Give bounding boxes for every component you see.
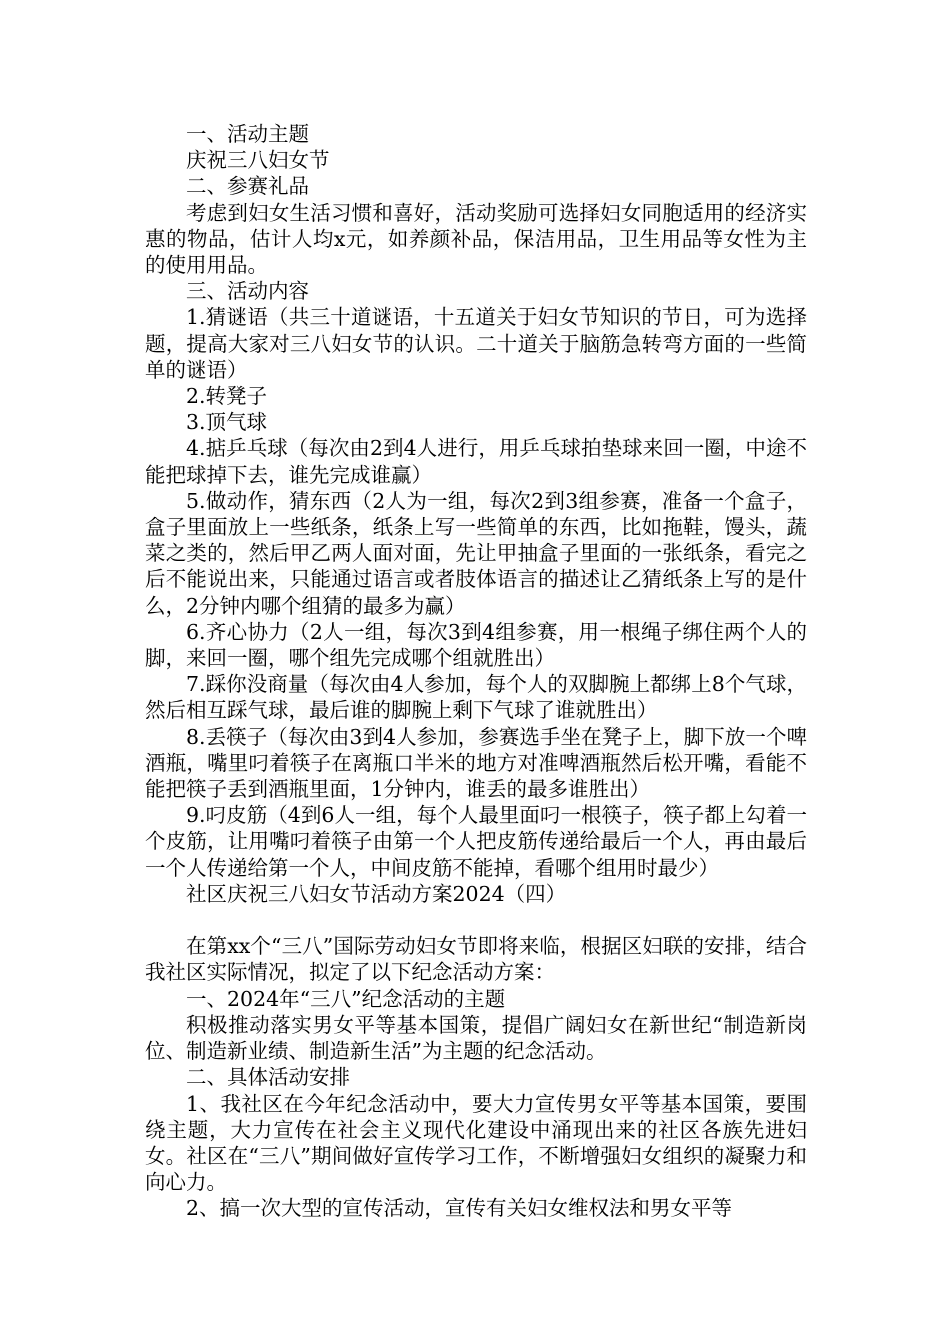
list-item-charades: 5.做动作，猜东西（2人为一组，每次2到3组参赛，准备一个盒子，盒子里面放上一些纸条，纸条上写一些简单的东西，比如拖鞋，馒头，蔬菜之类的，然后甲乙两人面对面，先让甲抽盒子里面的一张纸条，看完之后不能说出来，只能通过语言或者肢体语言的描述让乙猜纸条上写的是什么，2分钟内哪个组猜的最多为赢） xyxy=(145,488,807,618)
list-item-ping-pong: 4.掂乒乓球（每次由2到4人进行，用乒乓球拍垫球来回一圈，中途不能把球掉下去，谁先完成谁赢） xyxy=(145,436,807,487)
list-item-three-legged: 6.齐心协力（2人一组，每次3到4组参赛，用一根绳子绑住两个人的脚，来回一圈，哪个组先完成哪个组就胜出） xyxy=(145,619,807,671)
heading-activity-theme: 一、活动主题 xyxy=(186,122,309,146)
list-item-chopsticks-drop: 8.丢筷子（每次由3到4人参加，参赛选手坐在凳子上，脚下放一个啤酒瓶，嘴里叼着筷子在离瓶口半米的地方对准啤酒瓶然后松开嘴，看能不能把筷子丢到酒瓶里面，1分钟内，谁丢的最多谁胜出） xyxy=(145,724,807,802)
paragraph-commemoration-text: 积极推动落实男女平等基本国策，提倡广阔妇女在新世纪“制造新岗位、制造新业绩、制造新生活”为主题的纪念活动。 xyxy=(145,1012,807,1064)
heading-activity-content: 三、活动内容 xyxy=(186,279,309,304)
list-item-rubber-band: 9.叼皮筋（4到6人一组，每个人最里面叼一根筷子，筷子都上勾着一个皮筋，让用嘴叼着筷子由第一个人把皮筋传递给最后一个人，再由最后一个人传递给第一个人，中间皮筋不能掉，看哪个组用时最少） xyxy=(145,803,807,880)
list-item-rotating-stools: 2.转凳子 xyxy=(186,384,268,409)
paragraph-intro: 在第xx个“三八”国际劳动妇女节即将来临，根据区妇联的安排，结合我社区实际情况，拟定了以下纪念活动方案： xyxy=(145,934,807,985)
list-item-balloon: 3.顶气球 xyxy=(186,410,268,435)
list-item-balloon-stomp: 7.踩你没商量（每次由4人参加，每个人的双脚腕上都绑上8个气球，然后相互踩气球，最后谁的脚腕上剩下气球了谁就胜出） xyxy=(145,672,807,723)
heading-arrangements: 二、具体活动安排 xyxy=(186,1065,350,1090)
heading-commemoration-theme: 一、2024年“三八”纪念活动的主题 xyxy=(186,986,506,1011)
paragraph-theme-text: 庆祝三八妇女节 xyxy=(186,148,330,173)
paragraph-arrangement-2: 2、搞一次大型的宣传活动，宣传有关妇女维权法和男女平等 xyxy=(186,1196,733,1221)
blank-line xyxy=(145,907,807,933)
list-item-riddles: 1.猜谜语（共三十道谜语，十五道关于妇女节知识的节日，可为选择题，提高大家对三八妇女节的认识。二十道关于脑筋急转弯方面的一些简单的谜语） xyxy=(145,305,807,382)
section-title-plan-four: 社区庆祝三八妇女节活动方案2024（四） xyxy=(186,881,567,906)
paragraph-prizes-text: 考虑到妇女生活习惯和喜好，活动奖励可选择妇女同胞适用的经济实惠的物品，估计人均x元，如养颜补品，保洁用品，卫生用品等女性为主的使用用品。 xyxy=(145,200,807,278)
document-body xyxy=(145,121,807,1222)
heading-prizes: 二、参赛礼品 xyxy=(186,174,309,199)
paragraph-arrangement-1: 1、我社区在今年纪念活动中，要大力宣传男女平等基本国策，要围绕主题，大力宣传在社会主义现代化建设中涌现出来的社区各族先进妇女。社区在“三八”期间做好宣传学习工作，不断增强妇女组织的凝聚力和向心力。 xyxy=(145,1091,807,1195)
